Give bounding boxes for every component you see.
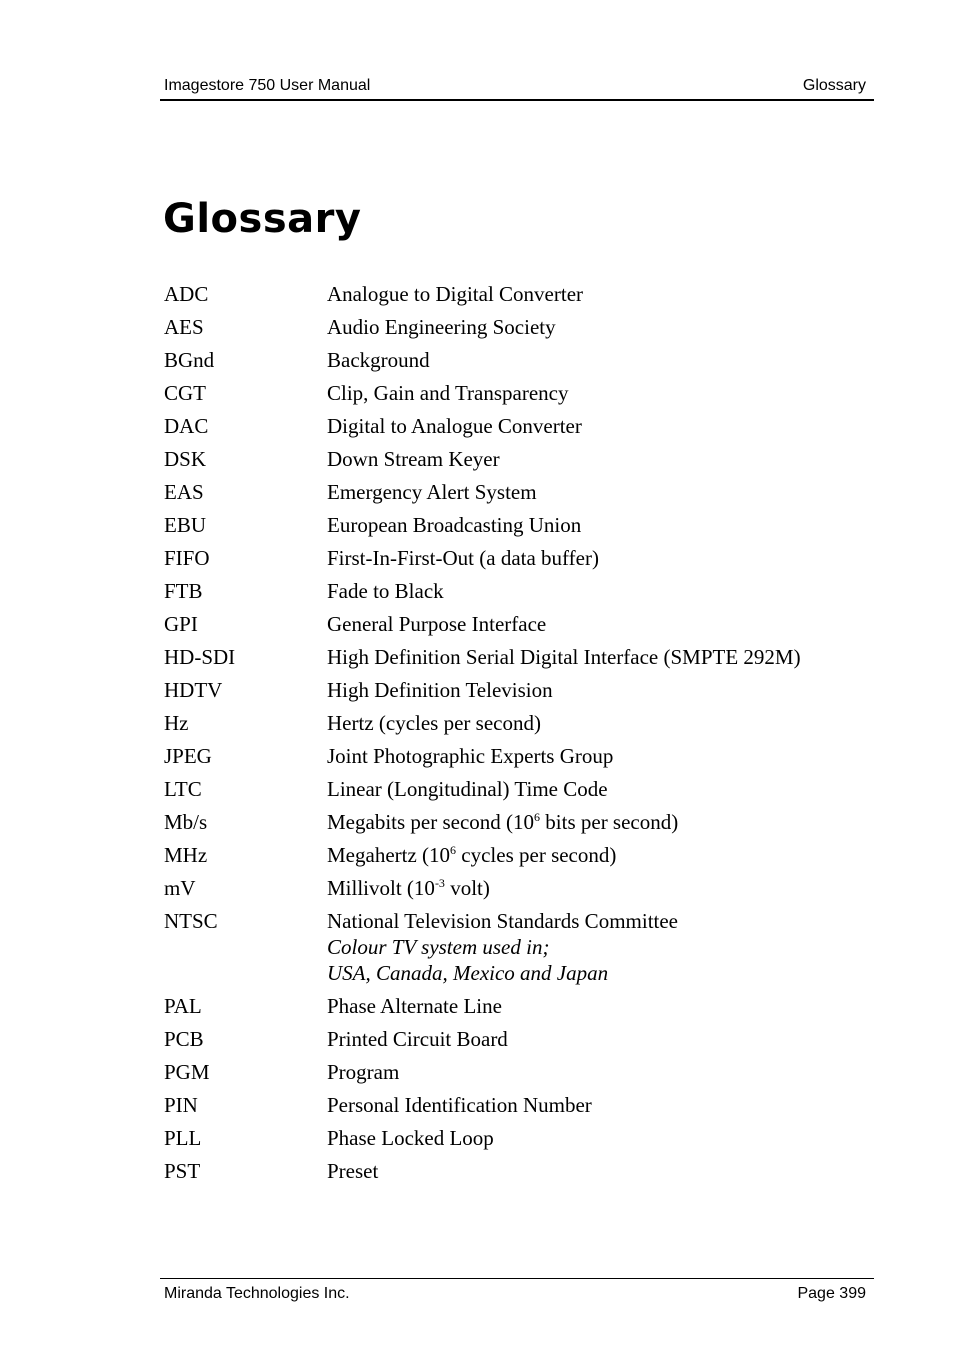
glossary-term: NTSC [164,909,218,933]
glossary-definition: Program [327,1060,400,1084]
glossary-definition: Background [327,348,430,372]
glossary-term: HDTV [164,678,223,702]
glossary-definition: European Broadcasting Union [327,513,582,537]
glossary-term: mV [164,876,196,900]
glossary-term: EBU [164,513,206,537]
exponent: 6 [534,810,541,824]
page-title: Glossary [163,196,362,242]
definition-text: cycles per second) [456,843,617,867]
glossary-entry [164,314,864,340]
glossary-term: PCB [164,1027,204,1051]
glossary-entry [164,743,864,769]
glossary-term: BGnd [164,348,215,372]
glossary-term: FIFO [164,546,210,570]
glossary-entry [164,611,864,637]
glossary-term: EAS [164,480,204,504]
glossary-definition: Preset [327,1159,379,1183]
glossary-term: PAL [164,994,202,1018]
glossary-definition: High Definition Television [327,678,553,702]
definition-text: Millivolt (10 [327,876,435,900]
glossary-definition: Clip, Gain and Transparency [327,381,569,405]
glossary-term: ADC [164,282,209,306]
glossary-definition: Audio Engineering Society [327,315,556,339]
glossary-entry [164,842,864,868]
glossary-entry [164,281,864,307]
glossary-definition [327,908,864,986]
definition-text: Megabits per second (10 [327,810,535,834]
definition-text: volt) [444,876,490,900]
glossary-entry [164,993,864,1019]
glossary-definition: High Definition Serial Digital Interface (SMPTE 292M) [327,645,801,669]
glossary-term: Mb/s [164,810,208,834]
glossary-entry [164,479,864,505]
glossary-list [164,281,864,1191]
glossary-entry [164,1059,864,1085]
glossary-term: PLL [164,1126,202,1150]
page-number: Page 399 [797,1285,866,1302]
glossary-definition [327,809,864,835]
definition-text: Megahertz (10 [327,843,451,867]
glossary-definition: Personal Identification Number [327,1093,592,1117]
company-name: Miranda Technologies Inc. [164,1285,350,1302]
glossary-definition: Fade to Black [327,579,444,603]
glossary-entry [164,512,864,538]
glossary-entry [164,578,864,604]
definition-note: Colour TV system used in; [327,935,550,959]
exponent: 6 [450,843,457,857]
glossary-entry [164,1125,864,1151]
glossary-entry [164,809,864,835]
glossary-definition: Digital to Analogue Converter [327,414,582,438]
glossary-entry [164,677,864,703]
section-name: Glossary [802,77,866,94]
glossary-definition: Printed Circuit Board [327,1027,508,1051]
glossary-term: PGM [164,1060,210,1084]
glossary-term: DAC [164,414,209,438]
glossary-definition: Analogue to Digital Converter [327,282,584,306]
glossary-term: MHz [164,843,208,867]
glossary-term: CGT [164,381,206,405]
glossary-definition: General Purpose Interface [327,612,547,636]
glossary-entry [164,380,864,406]
glossary-definition: Phase Alternate Line [327,994,502,1018]
glossary-entry [164,545,864,571]
glossary-definition: Linear (Longitudinal) Time Code [327,777,608,801]
definition-text: National Television Standards Committee [327,909,679,933]
glossary-definition: Emergency Alert System [327,480,537,504]
glossary-entry [164,908,864,986]
glossary-definition: Phase Locked Loop [327,1126,494,1150]
glossary-term: FTB [164,579,203,603]
page-header [160,74,874,101]
definition-note: USA, Canada, Mexico and Japan [327,961,609,985]
glossary-term: LTC [164,777,202,801]
glossary-entry [164,446,864,472]
glossary-entry [164,776,864,802]
page-footer [160,1278,874,1305]
glossary-definition: First-In-First-Out (a data buffer) [327,546,599,570]
exponent: -3 [434,876,445,890]
glossary-term: GPI [164,612,198,636]
glossary-entry [164,1092,864,1118]
manual-title: Imagestore 750 User Manual [164,77,371,94]
glossary-definition [327,875,864,901]
glossary-definition: Joint Photographic Experts Group [327,744,614,768]
glossary-entry [164,1158,864,1184]
glossary-definition: Down Stream Keyer [327,447,500,471]
glossary-term: PST [164,1159,201,1183]
glossary-definition [327,842,864,868]
glossary-term: JPEG [164,744,212,768]
glossary-entry [164,413,864,439]
glossary-entry [164,347,864,373]
glossary-definition: Hertz (cycles per second) [327,711,541,735]
glossary-entry [164,710,864,736]
glossary-entry [164,875,864,901]
glossary-term: HD-SDI [164,645,236,669]
glossary-entry [164,1026,864,1052]
glossary-term: AES [164,315,204,339]
glossary-entry [164,644,864,670]
definition-text: bits per second) [540,810,679,834]
glossary-term: DSK [164,447,207,471]
glossary-term: PIN [164,1093,198,1117]
glossary-term: Hz [164,711,189,735]
